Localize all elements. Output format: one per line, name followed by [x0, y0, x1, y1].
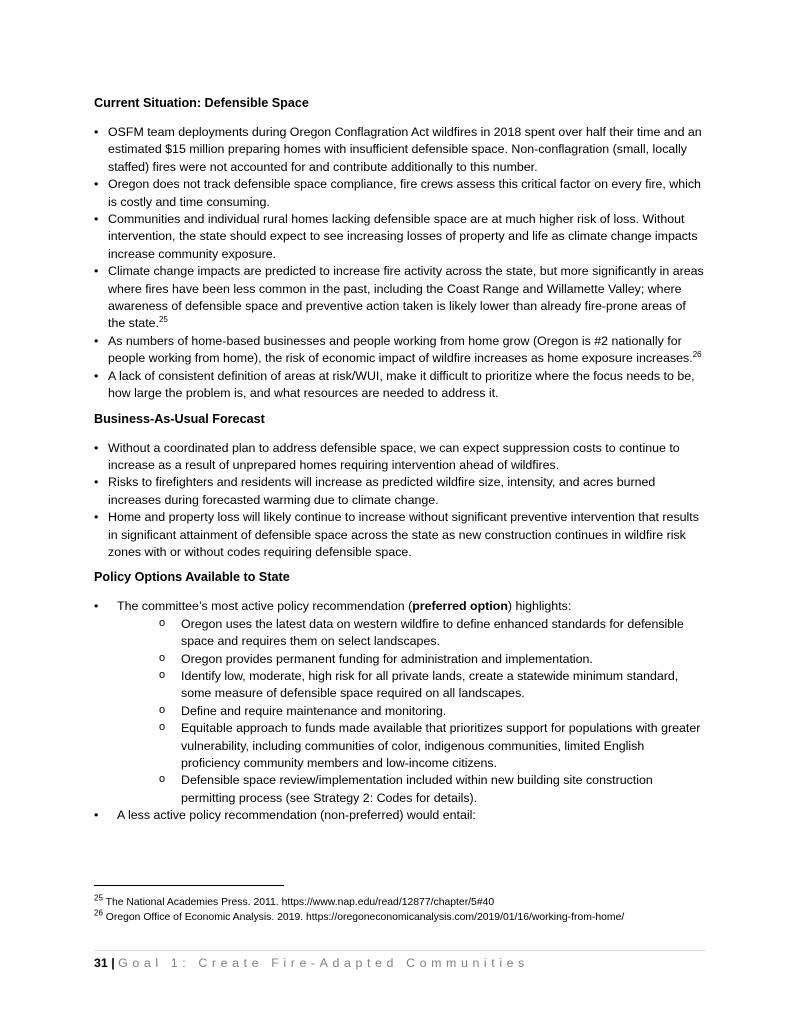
list-item: • Without a coordinated plan to address defensible space, we can expect suppression costs to continue to increase as a result of unprepared homes requiring intervention ahead of wildfires.: [94, 440, 706, 475]
sub-list-item: o Define and require maintenance and monitoring.: [159, 703, 706, 720]
preferred-option-emphasis: preferred option: [412, 599, 508, 614]
footnote-ref[interactable]: 26: [692, 350, 702, 360]
list-item: • As numbers of home-based businesses and people working from home grow (Oregon is #2 nationally for people working from home), the risk of economic impact of wildfire increases as home exposure increases.$^{26}$: [94, 333, 706, 368]
list-item-nonpreferred: • A less active policy recommendation (non-preferred) would entail:: [94, 807, 706, 824]
footnotes: [94, 895, 706, 925]
page-number: 31: [94, 956, 108, 970]
page-body: [94, 95, 706, 825]
sub-list-item: o Equitable approach to funds made available that prioritizes support for populations with greater vulnerability, including communities of color, indigenous communities, limited English proficiency community members and low-income citizens.: [159, 720, 706, 772]
footnote-text[interactable]: The National Academies Press. 2011. https://www.nap.edu/read/12877/chapter/5#40: [105, 897, 495, 908]
footnote-ref[interactable]: 25: [158, 315, 168, 325]
policy-options-list: [94, 598, 706, 824]
list-item: • Oregon does not track defensible space compliance, fire crews assess this critical factor on every fire, which is costly and time consuming.: [94, 176, 706, 211]
footer-goal-title: Goal 1: Create Fire-Adapted Communities: [118, 956, 529, 970]
list-item: • Home and property loss will likely continue to increase without significant preventive intervention that results in significant attainment of defensible space across the state as new construction continues in wildfire risk zones with or without codes requiring defensible space.: [94, 509, 706, 561]
footnote-text[interactable]: Oregon Office of Economic Analysis. 2019. https://oregoneconomicanalysis.com/2019/01/16/working-from-home/: [105, 912, 625, 923]
list-item: • A lack of consistent definition of areas at risk/WUI, make it difficult to prioritize where the focus needs to be, how large the problem is, and what resources are needed to address it.: [94, 368, 706, 403]
section-heading-forecast: Business-As-Usual Forecast: [94, 411, 265, 426]
list-item: • OSFM team deployments during Oregon Conflagration Act wildfires in 2018 spent over half their time and an estimated $15 million preparing homes with insufficient defensible space. Non-conflagration (small, locally staffed) fires were not accounted for and contribute additionally to this number.: [94, 124, 706, 176]
footnote-divider: [94, 885, 284, 886]
footnote: $^{26}$ Oregon Office of Economic Analysis. 2019. https://oregoneconomicanalysis.com/2019/01/16/working-from-home/: [94, 908, 625, 923]
sub-list-item: o Oregon provides permanent funding for administration and implementation.: [159, 651, 706, 668]
list-item: • Risks to firefighters and residents will increase as predicted wildfire size, intensity, and acres burned increases during forecasted warming due to climate change.: [94, 474, 706, 509]
list-item-preferred: • The committee’s most active policy recommendation (preferred option) highlights: o Oregon uses the latest data on western wildfire to define enhanced standards for defensible space and requires them on select landscapes. o Oregon provides permanent funding for administration and implementation. o Identify low, moderate, high risk for all private lands, create a statewide minimum standard, some measure of defensible space required on all landscapes. o Define and require maintenance and monitoring. o Equitable approach to funds made available that prioritizes support for populations with greater vulnerability, including communities of color, indigenous communities, limited English proficiency community members and low-income citizens. o Defensible space review/implementation included within new building site construction permitting process (see Strategy 2: Codes for details).: [94, 598, 706, 807]
section-heading-policy-options: Policy Options Available to State: [94, 570, 290, 585]
section-heading-current-situation: Current Situation: Defensible Space: [94, 96, 309, 110]
footer-separator: |: [111, 956, 115, 970]
list-item: • Communities and individual rural homes lacking defensible space are at much higher risk of loss. Without intervention, the state should expect to see increasing losses of property and life as climate change impacts increase community exposure.: [94, 211, 706, 263]
list-item: • Climate change impacts are predicted to increase fire activity across the state, but more significantly in areas where fires have been less common in the past, including the Coast Range and Willamette Valley; where awareness of defensible space and preventive action taken is likely lower than already fire-prone areas of the state.$^{25}$: [94, 263, 706, 333]
preferred-option-sublist: [117, 616, 706, 807]
footer-divider: [94, 950, 706, 951]
forecast-list: [94, 440, 706, 562]
footnote: $^{25}$ The National Academies Press. 2011. https://www.nap.edu/read/12877/chapter/5#40: [94, 893, 495, 908]
current-situation-list: [94, 124, 706, 403]
sub-list-item: o Oregon uses the latest data on western wildfire to define enhanced standards for defensible space and requires them on select landscapes.: [159, 616, 706, 651]
page-footer: [94, 955, 529, 971]
sub-list-item: o Defensible space review/implementation included within new building site construction permitting process (see Strategy 2: Codes for details).: [159, 772, 706, 807]
sub-list-item: o Identify low, moderate, high risk for all private lands, create a statewide minimum standard, some measure of defensible space required on all landscapes.: [159, 668, 706, 703]
